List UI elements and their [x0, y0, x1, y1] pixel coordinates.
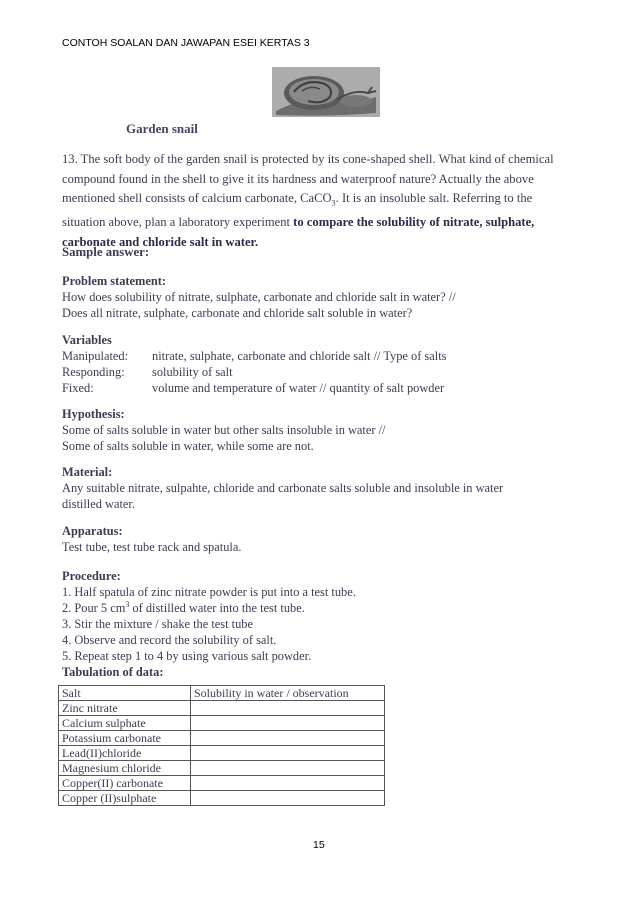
material-section — [62, 464, 503, 512]
table-header: Solubility in water / observation — [191, 686, 385, 701]
table-cell: Lead(II)chloride — [59, 746, 191, 761]
variables-section — [62, 332, 446, 396]
procedure-step: 1. Half spatula of zinc nitrate powder is put into a test tube. — [62, 585, 356, 599]
table-row — [59, 746, 385, 761]
variable-value: volume and temperature of water // quantity of salt powder — [152, 381, 445, 395]
table-row — [59, 791, 385, 806]
variable-key: Manipulated: — [62, 349, 129, 363]
table-cell: Potassium carbonate — [59, 731, 191, 746]
table-row — [59, 731, 385, 746]
hypothesis-line: Some of salts soluble in water but other salts insoluble in water // — [62, 423, 386, 437]
table-row — [59, 776, 385, 791]
table-cell: Copper (II)sulphate — [59, 791, 191, 806]
variable-key: Fixed: — [62, 381, 94, 395]
table-cell-empty — [191, 791, 385, 806]
table-header-row — [59, 686, 385, 701]
variables-title: Variables — [62, 333, 112, 347]
table-row — [59, 716, 385, 731]
question-part1: 13. The soft body of the garden snail is protected by its cone-shaped shell. What kind of chemical compound found in the shell to give it its hardness and waterproof nature? Actually the above mentioned shell consists of calcium carbonate, CaCO — [62, 152, 554, 205]
problem-line: How does solubility of nitrate, sulphate, carbonate and chloride salt in water? // — [62, 290, 456, 304]
tabulation-title: Tabulation of data: — [62, 665, 164, 679]
apparatus-title: Apparatus: — [62, 524, 123, 538]
material-line: Any suitable nitrate, sulpahte, chloride and carbonate salts soluble and insoluble in water — [62, 481, 504, 495]
variable-key: Responding: — [62, 365, 125, 379]
table-row — [59, 761, 385, 776]
table-cell-empty — [191, 731, 385, 746]
data-table — [58, 685, 385, 806]
question-part2: . It is an insoluble salt. Referring to the situation above, plan a laboratory experiment — [62, 191, 533, 230]
sample-answer-heading: Sample answer: — [62, 245, 150, 259]
problem-line: Does all nitrate, sulphate, carbonate and chloride salt soluble in water? — [62, 306, 413, 320]
procedure-step2-a: 2. Pour 5 cm — [62, 601, 126, 615]
problem-statement — [62, 273, 456, 321]
snail-image — [272, 67, 380, 117]
table-cell-empty — [191, 716, 385, 731]
variable-value: solubility of salt — [152, 365, 233, 379]
figure-caption: Garden snail — [126, 121, 198, 136]
apparatus-section — [62, 523, 241, 555]
table-cell: Magnesium chloride — [59, 761, 191, 776]
variable-row — [62, 380, 446, 396]
hypothesis-title: Hypothesis: — [62, 407, 125, 421]
procedure-step2-sup: 3 — [125, 599, 130, 609]
procedure-step: 3. Stir the mixture / shake the test tube — [62, 617, 253, 631]
table-cell: Zinc nitrate — [59, 701, 191, 716]
question-text — [62, 150, 576, 252]
material-title: Material: — [62, 465, 113, 479]
procedure-step — [62, 600, 356, 616]
procedure-title: Procedure: — [62, 569, 121, 583]
hypothesis-line: Some of salts soluble in water, while some are not. — [62, 439, 314, 453]
page-header: CONTOH SOALAN DAN JAWAPAN ESEI KERTAS 3 — [62, 37, 310, 49]
table-cell-empty — [191, 701, 385, 716]
table-cell: Calcium sulphate — [59, 716, 191, 731]
question-bold: to compare the solubility of nitrate, sulphate, carbonate and chloride salt in water. — [62, 215, 535, 249]
procedure-step: 4. Observe and record the solubility of salt. — [62, 633, 277, 647]
table-cell: Copper(II) carbonate — [59, 776, 191, 791]
table-cell-empty — [191, 761, 385, 776]
variable-row — [62, 348, 446, 364]
page-number: 15 — [313, 839, 325, 851]
procedure-section — [62, 568, 356, 680]
problem-title: Problem statement: — [62, 274, 167, 288]
variable-row — [62, 364, 446, 380]
table-cell-empty — [191, 746, 385, 761]
apparatus-line: Test tube, test tube rack and spatula. — [62, 540, 242, 554]
table-header: Salt — [59, 686, 191, 701]
procedure-step: 5. Repeat step 1 to 4 by using various salt powder. — [62, 649, 312, 663]
hypothesis-section — [62, 406, 385, 454]
material-line: distilled water. — [62, 497, 135, 511]
question-subscript: 3 — [331, 198, 336, 208]
table-cell-empty — [191, 776, 385, 791]
variable-value: nitrate, sulphate, carbonate and chloride salt // Type of salts — [152, 349, 447, 363]
table-row — [59, 701, 385, 716]
procedure-step2-b: of distilled water into the test tube. — [129, 601, 305, 615]
